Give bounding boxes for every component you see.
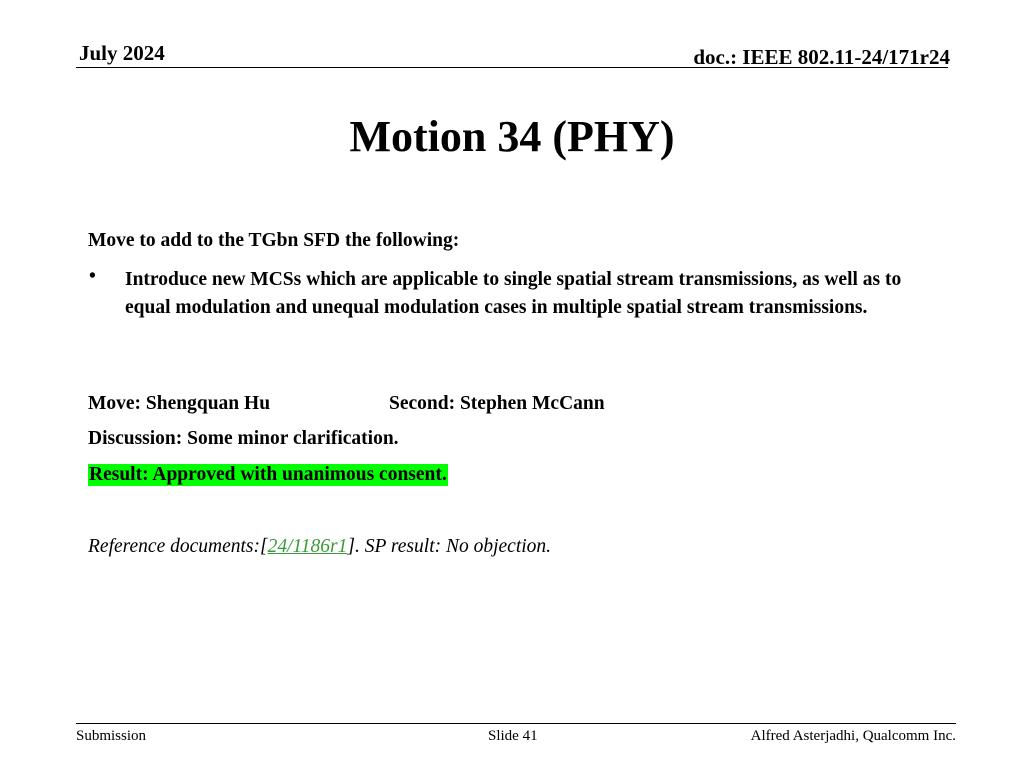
discussion-text: Discussion: Some minor clarification. [88,428,399,449]
footer-divider [76,723,956,724]
slide-title: Motion 34 (PHY) [349,112,675,161]
header-date: July 2024 [79,41,165,65]
bullet-text: Introduce new MCSs which are applicable to single spatial stream transmissions, as well as to equal modulation and unequal modulation cases in multiple spatial stream transmissions. [125,269,902,318]
bullet-marker: • [89,266,96,287]
seconder-text: Second: Stephen McCann [389,393,605,414]
header-divider [76,67,948,68]
footer-author: Alfred Asterjadhi, Qualcomm Inc. [750,728,956,744]
reference-prefix: Reference documents:[ [88,536,268,557]
reference-suffix: ]. SP result: No objection. [347,536,552,557]
reference-link[interactable]: 24/1186r1 [267,536,348,557]
reference-line [88,536,551,558]
footer-slide-number: Slide 41 [488,728,538,744]
footer-submission: Submission [76,728,147,744]
header-doc-id: doc.: IEEE 802.11-24/171r24 [693,45,950,69]
result-text: Result: Approved with unanimous consent. [89,464,447,485]
motion-intro: Move to add to the TGbn SFD the following: [88,230,460,251]
mover-text: Move: Shengquan Hu [88,393,271,414]
